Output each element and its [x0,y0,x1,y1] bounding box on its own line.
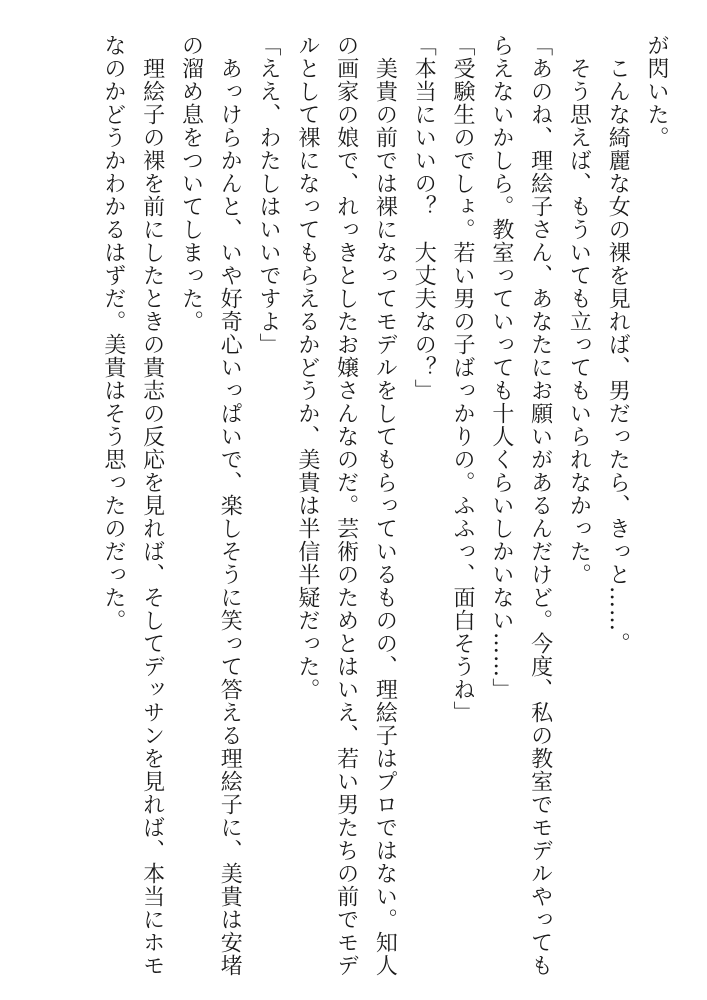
text-line: 「本当にいいの？ 大丈夫なの？」 [411,34,437,402]
text-line: ルとして裸になってもらえるかどうか、美貴は半信半疑だった。 [294,34,320,701]
text-line: 美貴の前では裸になってモデルをしてもらっているものの、理絵子はプロではない。知人 [372,34,398,977]
text-line: の溜め息をついてしまった。 [178,34,204,333]
text-line: こんな綺麗な女の裸を見れば、男だったら、きっと……。 [605,34,631,655]
text-line: が閃いた。 [644,34,669,149]
vertical-text-body [93,34,675,977]
text-line: 理絵子の裸を前にしたときの貴志の反応を見れば、そしてデッサンを見れば、本当にホモ [139,34,165,977]
text-line: なのかどうかわかるはずだ。美貴はそう思ったのだった。 [100,34,126,632]
text-line: 「あのね、理絵子さん、あなたにお願いがあるんだけど。今度、私の教室でモデルやっても [527,34,553,977]
text-line: 「ええ、わたしはいいですよ」 [256,34,282,356]
text-line: 「受験生のでしょ。若い男の子ばっかりの。ふふっ、面白そうね」 [450,34,476,724]
text-line: の画家の娘で、れっきとしたお嬢さんなのだ。芸術のためとはいえ、若い男たちの前でモデ [333,34,359,977]
text-line: そう思えば、もういても立ってもいられなかった。 [566,34,592,586]
text-line: らえないかしら。教室っていっても十人くらいしかいない……」 [488,34,514,701]
text-line: あっけらかんと、いや好奇心いっぱいで、楽しそうに笑って答える理絵子に、美貴は安堵 [217,34,243,977]
